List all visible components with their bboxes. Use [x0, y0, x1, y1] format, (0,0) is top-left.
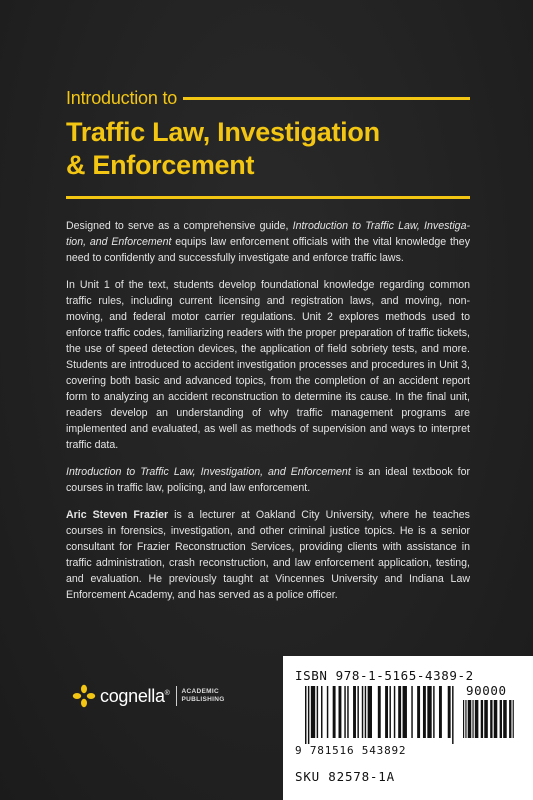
- barcode-bar: [357, 686, 358, 738]
- barcode-bar: [333, 686, 336, 738]
- registered-mark: ®: [164, 689, 170, 697]
- barcode-bar: [484, 700, 488, 738]
- title-rule: [66, 196, 470, 199]
- author-bio: [66, 507, 470, 603]
- barcode-bar: [494, 700, 498, 738]
- publisher-logo: [72, 683, 225, 709]
- barcode-bar: [503, 700, 507, 738]
- paragraph-3: [66, 464, 470, 496]
- barcode-bar: [465, 700, 466, 738]
- tagline-line-2: PUBLISHING: [181, 696, 225, 703]
- barcode-bar: [509, 700, 511, 738]
- title-line-2: & Enforcement: [66, 150, 255, 180]
- barcode-bar: [398, 686, 401, 738]
- barcode-bar: [347, 686, 348, 738]
- barcode-bar: [423, 686, 426, 738]
- price-code: 90000: [466, 683, 507, 698]
- p1-text: Designed to serve as a comprehensive guide,: [66, 220, 293, 232]
- barcode-bar: [417, 686, 420, 738]
- barcode-bar: [327, 686, 328, 738]
- barcode-bar: [394, 686, 395, 738]
- publisher-name: cognella®: [100, 685, 170, 706]
- p3-book-title: Introduction to Traffic Law, Investigation, and Enforcement: [66, 466, 351, 478]
- barcode-bar: [385, 686, 388, 738]
- barcode-bar: [365, 686, 366, 738]
- barcode-bar: [490, 700, 492, 738]
- isbn-label: ISBN 978-1-5165-4389-2: [295, 668, 474, 683]
- p1-text-end: equips law enforcement officials with the vital knowledge they need to confidently and successfully investigate and enforce traffic laws.: [66, 236, 470, 264]
- barcode-bar: [339, 686, 342, 738]
- barcode-bar: [463, 700, 464, 738]
- title-line-1: Traffic Law, Investigation: [66, 117, 380, 147]
- intro-text: Introduction to: [66, 87, 178, 108]
- sku-label: SKU 82578-1A: [295, 769, 395, 784]
- cognella-flower-icon: [72, 684, 96, 708]
- publisher-tagline: [182, 688, 225, 704]
- barcode-bar: [472, 700, 473, 738]
- barcode-digits: 9 781516 543892: [295, 744, 407, 757]
- barcode-bar: [475, 700, 479, 738]
- barcode-bar: [308, 686, 309, 744]
- barcode-bar: [452, 686, 453, 744]
- barcode-bar: [481, 700, 483, 738]
- barcode-bar: [344, 686, 345, 738]
- logo-divider: [176, 686, 177, 706]
- barcode-bar: [433, 686, 434, 738]
- barcode-bar: [353, 686, 356, 738]
- description: [66, 218, 470, 614]
- barcode-panel: [283, 656, 533, 800]
- barcode-bar: [368, 686, 372, 738]
- barcode-bar: [378, 686, 381, 738]
- intro-rule: [183, 97, 470, 100]
- book-title: [66, 116, 486, 182]
- barcode-bar: [513, 700, 514, 738]
- barcode-bar: [317, 686, 318, 738]
- addon-barcode: [463, 700, 515, 744]
- barcode-bar: [448, 686, 451, 738]
- p1-book-title: Introduction to Traffic Law, Investigation, and Enforcement: [66, 220, 470, 248]
- paragraph-1: [66, 218, 470, 266]
- barcode-bar: [403, 686, 407, 738]
- p3-text: is an ideal textbook for courses in traffic law, policing, and law enforcement.: [66, 466, 470, 494]
- tagline-line-1: ACADEMIC: [181, 688, 219, 695]
- paragraph-2: In Unit 1 of the text, students develop foundational knowledge regarding common traffic rules, including current licensing and registration laws, and moving, non-moving, and federal motor carrier regulations. Unit 2 explores methods used to enforce traffic codes, familiarizing readers with the proper preparation of traffic tickets, the use of speed detection devices, the application of field sobriety tests, and more. Students are introduced to accident investigation processes and procedures in Unit 3, covering both basic and advanced topics, from the completion of an accident report form to analyzing an accident reconstruction to determine its cause. In the final unit, readers develop an understanding of why traffic management programs are implemented and evaluated, as well as methods of supervision and ways to interpret traffic data.: [66, 279, 470, 451]
- intro-header: [66, 86, 470, 110]
- barcode-bar: [468, 700, 472, 738]
- barcode-bar: [427, 686, 431, 738]
- author-bio-text: is a lecturer at Oakland City University, where he teaches courses in forensics, investigation, and other criminal justice topics. He is a senior consultant for Frazier Reconstruction Services, providing clients with assistance in traffic administration, crash reconstruction, and law enforcement application, testing, and evaluation. He previously taught at Vincennes University and Indiana Law Enforcement Academy, and has served as a police officer.: [66, 509, 470, 601]
- barcode-bar: [362, 686, 363, 738]
- barcode-bar: [305, 686, 306, 744]
- author-name: Aric Steven Frazier: [66, 509, 169, 521]
- barcode-bar: [500, 700, 502, 738]
- barcode-bar: [389, 686, 390, 738]
- barcode-bar: [439, 686, 442, 738]
- barcode-bar: [321, 686, 322, 738]
- barcode-bar: [411, 686, 412, 738]
- barcode-bar: [311, 686, 315, 738]
- ean-barcode: [305, 686, 455, 744]
